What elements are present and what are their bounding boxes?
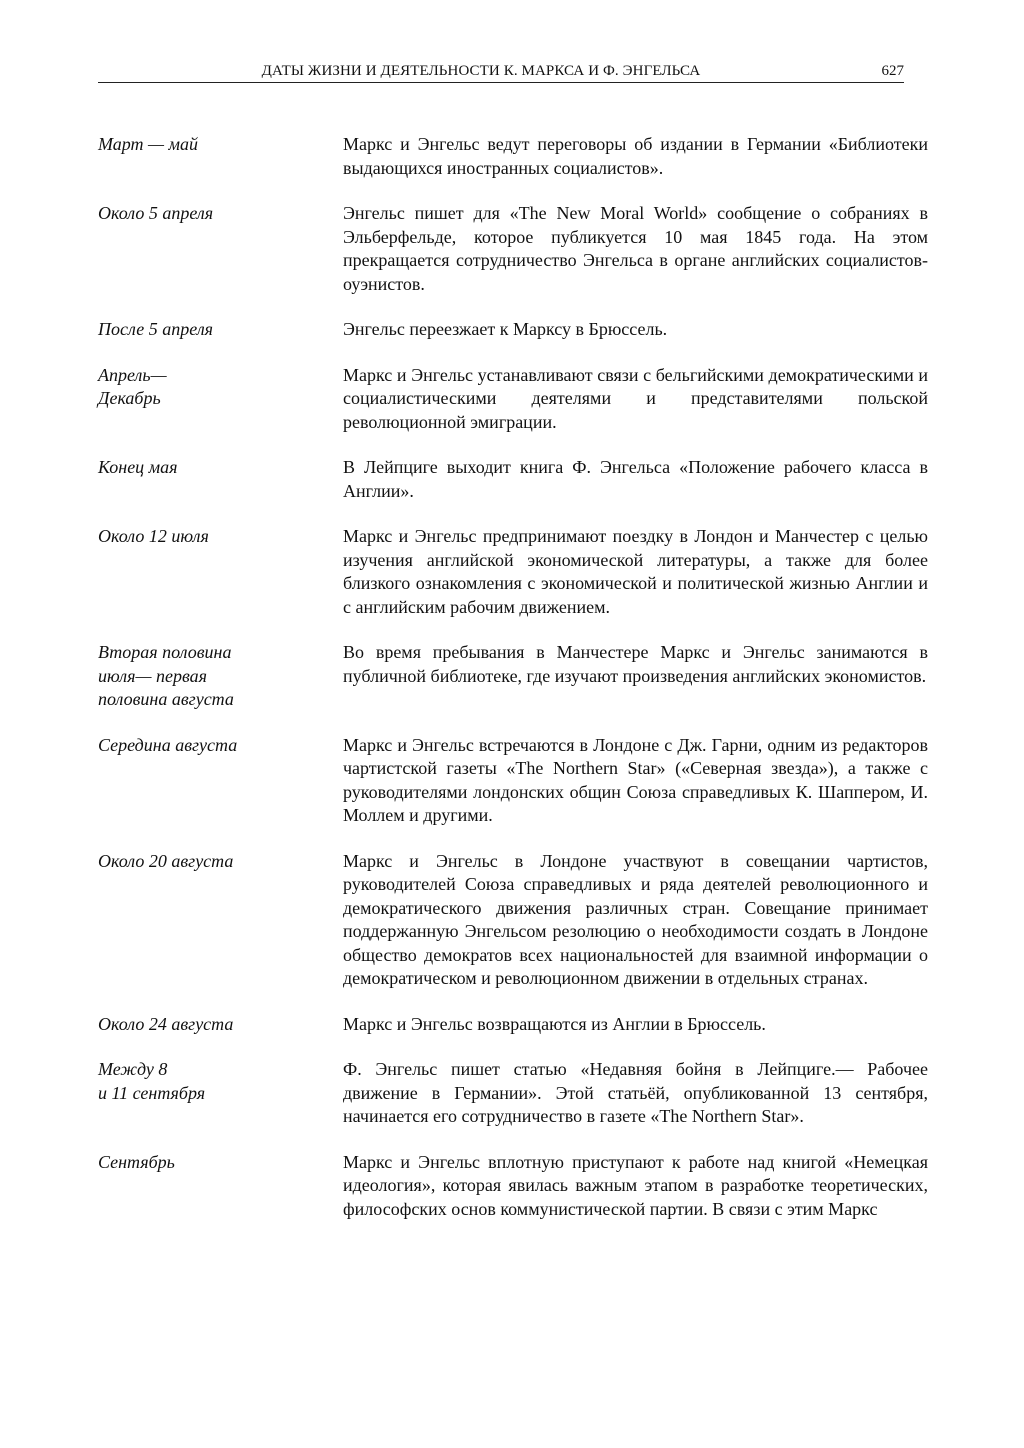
entry-text: Маркс и Энгельс предпринимают поездку в Лондон и Манчестер с целью изучения английской экономической литературы, а также для более близкого ознакомления с экономической и политической жизнью Англии и с английским рабочим движением. (343, 526, 928, 617)
entry-text: Маркс и Энгельс возвращаются из Англии в Брюссель. (343, 1013, 766, 1034)
entry-date: Около 12 июля (98, 526, 209, 546)
entry-date: Сентябрь (98, 1151, 175, 1172)
page-number: 627 (881, 63, 904, 79)
running-header (98, 60, 904, 83)
chronology-entry (98, 133, 928, 180)
chronology-entry (98, 456, 928, 503)
entry-date: Около 5 апреля (98, 203, 214, 223)
chronology-entry (98, 202, 928, 296)
entry-text: Энгельс пишет для «The New Moral World» сообщение о собраниях в Эльберфельде, которое публикуется 10 мая 1845 года. На этом прекращается сотрудничество Энгельса в органе английских социалистов-оуэнистов. (343, 203, 928, 294)
entry-date: Около 20 августа (98, 850, 234, 871)
chronology-entry (98, 1013, 928, 1037)
entry-text: Маркс и Энгельс ведут переговоры об издании в Германии «Библиотеки выдающихся иностранных социалистов». (343, 134, 928, 178)
entry-text: Маркс и Энгельс устанавливают связи с бельгийскими демократическими и социалистическими деятелями и представителями польской революционной эмиграции. (343, 364, 928, 432)
entry-date: Конец мая (98, 457, 178, 477)
chronology-entry (98, 1058, 928, 1129)
chronology-list (98, 133, 928, 1243)
entry-date: Вторая половина июля— первая половина августа (98, 642, 234, 709)
chronology-entry (98, 318, 928, 342)
entry-text: Маркс и Энгельс в Лондоне участвуют в совещании чартистов, руководителей Союза справедливых и ряда деятелей революционного и демократического движения различных стран. Совещание принимает поддержанную Энгельсом резолюцию о необходимости создать в Лондоне общество демократов всех национальностей для взаимной информации о демократическом и революционном движении в отдельных странах. (343, 850, 928, 988)
chronology-entry (98, 364, 928, 435)
chronology-entry (98, 734, 928, 828)
chronology-entry (98, 1151, 928, 1222)
chronology-entry (98, 850, 928, 991)
entry-date: Середина августа (98, 734, 238, 755)
entry-date: Март — май (98, 134, 198, 154)
running-header-title: ДАТЫ ЖИЗНИ И ДЕЯТЕЛЬНОСТИ К. МАРКСА И Ф. ЭНГЕЛЬСА (261, 63, 701, 79)
entry-text: В Лейпциге выходит книга Ф. Энгельса «Положение рабочего класса в Англии». (343, 457, 928, 501)
chronology-entry (98, 641, 928, 712)
entry-text: Маркс и Энгельс вплотную приступают к работе над книгой «Немецкая идеология», которая явилась важным этапом в разработке теоретических, философских основ коммунистической партии. В связи с этим Маркс (343, 1151, 928, 1219)
entry-text: Во время пребывания в Манчестере Маркс и Энгельс занимаются в публичной библиотеке, где изучают произведения английских экономистов. (343, 642, 928, 686)
entry-date: После 5 апреля (98, 319, 214, 339)
entry-date: Между 8 и 11 сентября (98, 1059, 206, 1103)
entry-date: Около 24 августа (98, 1013, 234, 1034)
entry-text: Ф. Энгельс пишет статью «Недавняя бойня в Лейпциге.— Рабочее движение в Германии». Этой статьёй, опубликованной 13 сентября, начинается его сотрудничество в газете «The Northern Star». (343, 1059, 928, 1126)
entry-date: Апрель— Декабрь (98, 364, 167, 408)
chronology-entry (98, 525, 928, 619)
entry-text: Энгельс переезжает к Марксу в Брюссель. (343, 319, 668, 339)
entry-text: Маркс и Энгельс встречаются в Лондоне с Дж. Гарни, одним из редакторов чартистской газеты «The Northern Star» («Северная звезда»), а также с руководителями лондонских общин Союза справедливых К. Шаппером, И. Моллем и другими. (343, 734, 928, 825)
